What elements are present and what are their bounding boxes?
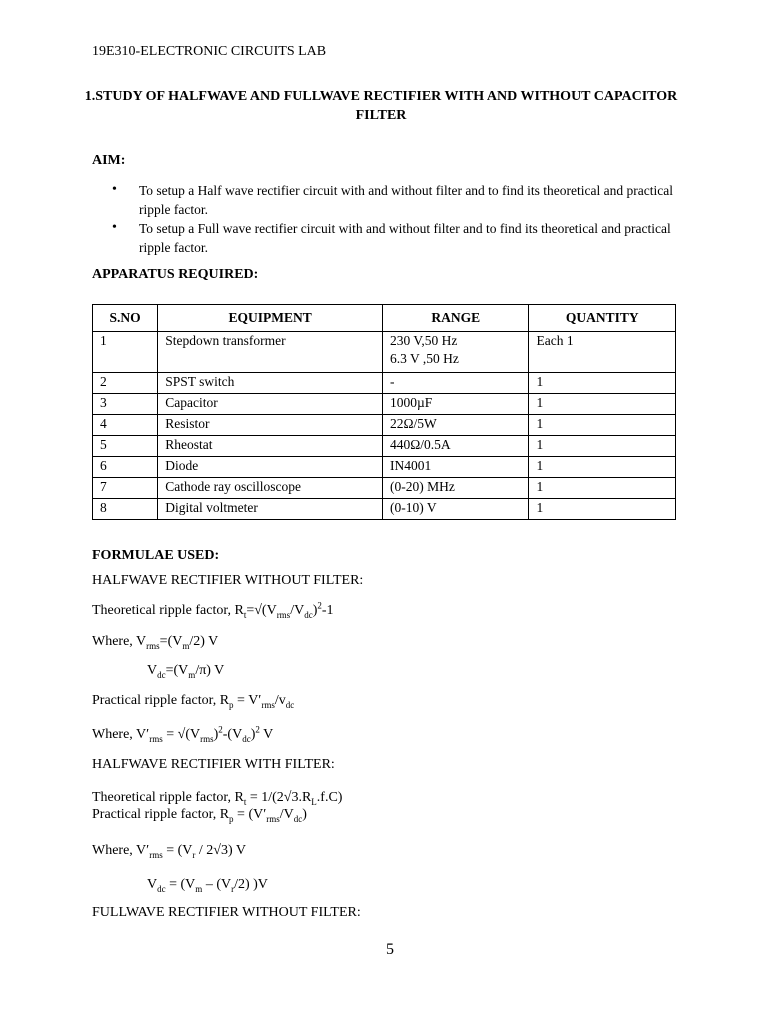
- formula-text: Where, V: [92, 634, 147, 649]
- formula-text: ): [312, 603, 318, 618]
- cell-quantity: 1: [529, 436, 676, 457]
- cell-equipment: Stepdown transformer: [158, 332, 383, 373]
- aim-item-text: To setup a Half wave rectifier circuit with and without filter and to find its theoretical and practical ripple factor.: [139, 183, 673, 217]
- superscript: 2: [255, 724, 260, 735]
- formula-text: /v: [274, 693, 286, 708]
- formula-practical-ripple-hw-filter: [92, 807, 307, 823]
- cell-quantity: 1: [529, 415, 676, 436]
- halfwave-without-filter-heading: HALFWAVE RECTIFIER WITHOUT FILTER:: [92, 573, 364, 588]
- formula-text: V: [147, 877, 158, 892]
- subscript: dc: [293, 813, 303, 824]
- cell-quantity: 1: [529, 457, 676, 478]
- subscript: p: [229, 699, 234, 710]
- cell-range: [382, 373, 529, 394]
- cell-range: [382, 478, 529, 499]
- range-line: (0-10) V: [389, 500, 437, 515]
- subscript: p: [229, 813, 234, 824]
- formula-text: = (V′: [233, 807, 267, 822]
- subscript: rms: [266, 813, 280, 824]
- formula-vdc: [147, 663, 224, 679]
- aim-item: [112, 219, 682, 257]
- formula-text: / 2√3) V: [195, 843, 246, 858]
- subscript: dc: [304, 609, 313, 620]
- aim-item: [112, 181, 682, 219]
- halfwave-with-filter-heading: HALFWAVE RECTIFIER WITH FILTER:: [92, 757, 335, 772]
- cell-equipment: Resistor: [158, 415, 383, 436]
- formula-text: = 1/(2√3.R: [246, 790, 312, 805]
- range-line: 6.3 V ,50 Hz: [389, 351, 459, 366]
- apparatus-table: [92, 304, 676, 520]
- subscript: r: [192, 849, 196, 860]
- formula-vrms-prime: [92, 724, 274, 744]
- cell-range: [382, 415, 529, 436]
- formula-vdc-filter: [147, 877, 268, 893]
- aim-item-text: To setup a Full wave rectifier circuit with and without filter and to find its theoretical and practical ripple factor.: [139, 221, 671, 255]
- cell-quantity: 1: [529, 373, 676, 394]
- formula-text: Where, V′: [92, 843, 150, 858]
- column-header-range: RANGE: [382, 305, 529, 332]
- subscript: dc: [157, 883, 166, 894]
- cell-range: [382, 436, 529, 457]
- range-line: 440Ω/0.5A: [389, 437, 451, 452]
- cell-range: [382, 394, 529, 415]
- subscript: rms: [146, 640, 160, 651]
- subscript: t: [243, 796, 247, 807]
- table-header-row: [93, 305, 676, 332]
- formula-text: .f.C): [316, 790, 343, 805]
- subscript: m: [188, 669, 196, 680]
- subscript: dc: [285, 699, 295, 710]
- column-header-quantity: QUANTITY: [529, 305, 676, 332]
- cell-sno: 4: [93, 415, 158, 436]
- formula-text: Practical ripple factor, R: [92, 693, 230, 708]
- cell-sno: 7: [93, 478, 158, 499]
- table-row: [93, 436, 676, 457]
- table-row: [93, 373, 676, 394]
- formula-text: = V′: [233, 693, 262, 708]
- cell-equipment: SPST switch: [158, 373, 383, 394]
- subscript: t: [243, 609, 247, 620]
- subscript: rms: [149, 849, 163, 860]
- table-row: [93, 415, 676, 436]
- formula-text: Theoretical ripple factor, R: [92, 790, 244, 805]
- range-line: (0-20) MHz: [389, 479, 455, 494]
- formula-text: Practical ripple factor, R: [92, 807, 230, 822]
- formula-text: -(V: [222, 727, 243, 742]
- page-number: 5: [386, 941, 394, 958]
- subscript: L: [311, 796, 317, 807]
- cell-equipment: Digital voltmeter: [158, 499, 383, 520]
- formula-text: Theoretical ripple factor, R: [92, 603, 244, 618]
- formula-vrms-prime-filter: [92, 843, 246, 859]
- fullwave-without-filter-heading: FULLWAVE RECTIFIER WITHOUT FILTER:: [92, 905, 361, 920]
- table-row: [93, 478, 676, 499]
- column-header-sno: S.NO: [93, 305, 158, 332]
- subscript: rms: [200, 733, 214, 744]
- subscript: rms: [276, 609, 291, 620]
- formula-theoretical-ripple-hw-filter: [92, 790, 342, 806]
- formula-text: V: [259, 727, 274, 742]
- cell-sno: 5: [93, 436, 158, 457]
- superscript: 2: [218, 724, 223, 735]
- formula-text: =(V: [165, 663, 189, 678]
- formula-text: – (V: [202, 877, 232, 892]
- aim-list: [112, 181, 682, 257]
- column-header-equipment: EQUIPMENT: [158, 305, 383, 332]
- formula-text: Where, V′: [92, 727, 150, 742]
- cell-range: [382, 332, 529, 373]
- apparatus-heading: APPARATUS REQUIRED:: [92, 267, 259, 282]
- bullet-icon: •: [112, 220, 117, 235]
- cell-equipment: Rheostat: [158, 436, 383, 457]
- table-row: [93, 394, 676, 415]
- formula-text: =√(V: [246, 603, 277, 618]
- formula-text: = (V: [165, 877, 196, 892]
- lab-name-header: 19E310-ELECTRONIC CIRCUITS LAB: [92, 44, 327, 59]
- subscript: r: [231, 883, 235, 894]
- formula-vrms: [92, 634, 218, 650]
- subscript: m: [182, 640, 190, 651]
- cell-sno: 6: [93, 457, 158, 478]
- cell-quantity: 1: [529, 394, 676, 415]
- formula-practical-ripple-hw: [92, 693, 294, 709]
- subscript: dc: [157, 669, 166, 680]
- cell-sno: 1: [93, 332, 158, 373]
- formula-theoretical-ripple-hw: [92, 600, 334, 620]
- formula-text: /π) V: [195, 663, 225, 678]
- subscript: m: [195, 883, 203, 894]
- experiment-title: 1.STUDY OF HALFWAVE AND FULLWAVE RECTIFIER WITH AND WITHOUT CAPACITOR FILTER: [84, 89, 678, 123]
- apparatus-table-body: [93, 332, 676, 520]
- bullet-icon: •: [112, 182, 117, 197]
- formula-text: =(V: [159, 634, 183, 649]
- formula-text: V: [147, 663, 158, 678]
- formula-text: /V: [290, 603, 305, 618]
- formula-text: = √(V: [162, 727, 201, 742]
- range-line: -: [389, 374, 395, 389]
- cell-sno: 3: [93, 394, 158, 415]
- table-row: [93, 457, 676, 478]
- aim-heading: AIM:: [92, 153, 126, 168]
- cell-range: [382, 499, 529, 520]
- cell-range: [382, 457, 529, 478]
- table-row: [93, 499, 676, 520]
- cell-quantity: 1: [529, 499, 676, 520]
- cell-equipment: Diode: [158, 457, 383, 478]
- range-line: 230 V,50 Hz: [389, 333, 458, 348]
- cell-quantity: 1: [529, 478, 676, 499]
- range-line: 1000µF: [389, 395, 433, 410]
- formula-text: /V: [279, 807, 294, 822]
- formula-text: ): [250, 727, 256, 742]
- formula-text: ): [213, 727, 219, 742]
- subscript: rms: [149, 733, 163, 744]
- range-line: 22Ω/5W: [389, 416, 437, 431]
- formula-text: -1: [321, 603, 334, 618]
- subscript: rms: [261, 699, 275, 710]
- cell-sno: 2: [93, 373, 158, 394]
- formula-text: /2) )V: [234, 877, 268, 892]
- cell-equipment: Capacitor: [158, 394, 383, 415]
- formulae-heading: FORMULAE USED:: [92, 548, 220, 563]
- cell-equipment: Cathode ray oscilloscope: [158, 478, 383, 499]
- cell-quantity: Each 1: [529, 332, 676, 373]
- table-row: [93, 332, 676, 373]
- range-line: IN4001: [389, 458, 432, 473]
- cell-sno: 8: [93, 499, 158, 520]
- subscript: dc: [242, 733, 251, 744]
- superscript: 2: [317, 600, 322, 611]
- formula-text: /2) V: [189, 634, 219, 649]
- formula-text: ): [302, 807, 307, 822]
- formula-text: = (V: [162, 843, 193, 858]
